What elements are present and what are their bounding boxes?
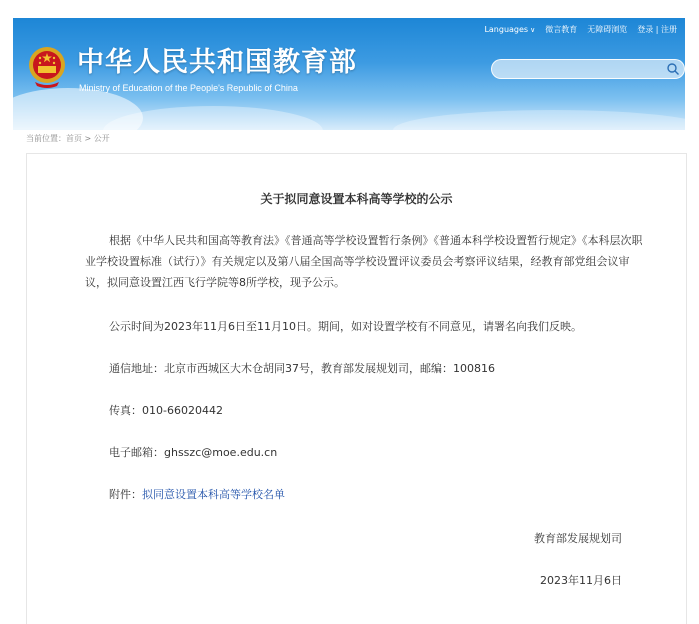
article-paragraph-basis [85,230,645,293]
accessible-browsing-link[interactable]: 无障碍浏览 [587,25,628,34]
chevron-down-icon: ∨ [530,26,536,34]
attachment-label: 附件： [109,488,142,501]
article-paragraph-attachment [109,484,669,505]
attachment-link[interactable]: 拟同意设置本科高等学校名单 [142,488,285,501]
article-paragraph-period: 公示时间为2023年11月6日至11月10日。期间，如对设置学校有不同意见，请署名向我们反映。 [109,320,582,333]
languages-dropdown[interactable] [484,25,535,34]
article-container [26,153,687,624]
header-cloud [393,110,685,130]
languages-label: Languages [484,25,529,34]
breadcrumb-home-link[interactable]: 首页 [66,134,82,143]
login-register-link[interactable]: 登录 | 注册 [637,25,677,34]
article-paragraph-email: 电子邮箱：ghsszc@moe.edu.cn [109,446,278,459]
search-input[interactable] [491,59,685,79]
weibo-link[interactable]: 微言教育 [545,25,578,34]
ministry-name-en: Ministry of Education of the People's Republic of China [79,83,298,93]
national-emblem-icon[interactable] [27,44,67,90]
breadcrumb-current-link[interactable]: 公开 [93,134,110,143]
breadcrumb [26,133,110,144]
article-title: 关于拟同意设置本科高等学校的公示 [260,192,453,206]
breadcrumb-separator: > [84,134,92,143]
search-icon[interactable] [666,62,680,76]
article-paragraph-fax: 传真：010-66020442 [109,404,223,417]
top-links [484,24,677,35]
publish-date: 2023年11月6日 [540,574,622,587]
site-header [13,18,685,130]
signature: 教育部发展规划司 [534,532,622,545]
article-paragraph-address: 通信地址：北京市西城区大木仓胡同37号，教育部发展规划司，邮编：100816 [109,362,495,375]
breadcrumb-prefix: 当前位置： [26,134,66,143]
ministry-name-cn[interactable]: 中华人民共和国教育部 [77,47,357,78]
paragraph-text: 根据《中华人民共和国高等教育法》《普通高等学校设置暂行条例》《普通本科学校设置暂行规定》《本科层次职业学校设置标准（试行）》有关规定以及第八届全国高等学校设置评议委员会考察评议结果，经教育部党组会议审议，拟同意设置江西飞行学院等8所学校，现予公示。 [85,234,643,289]
